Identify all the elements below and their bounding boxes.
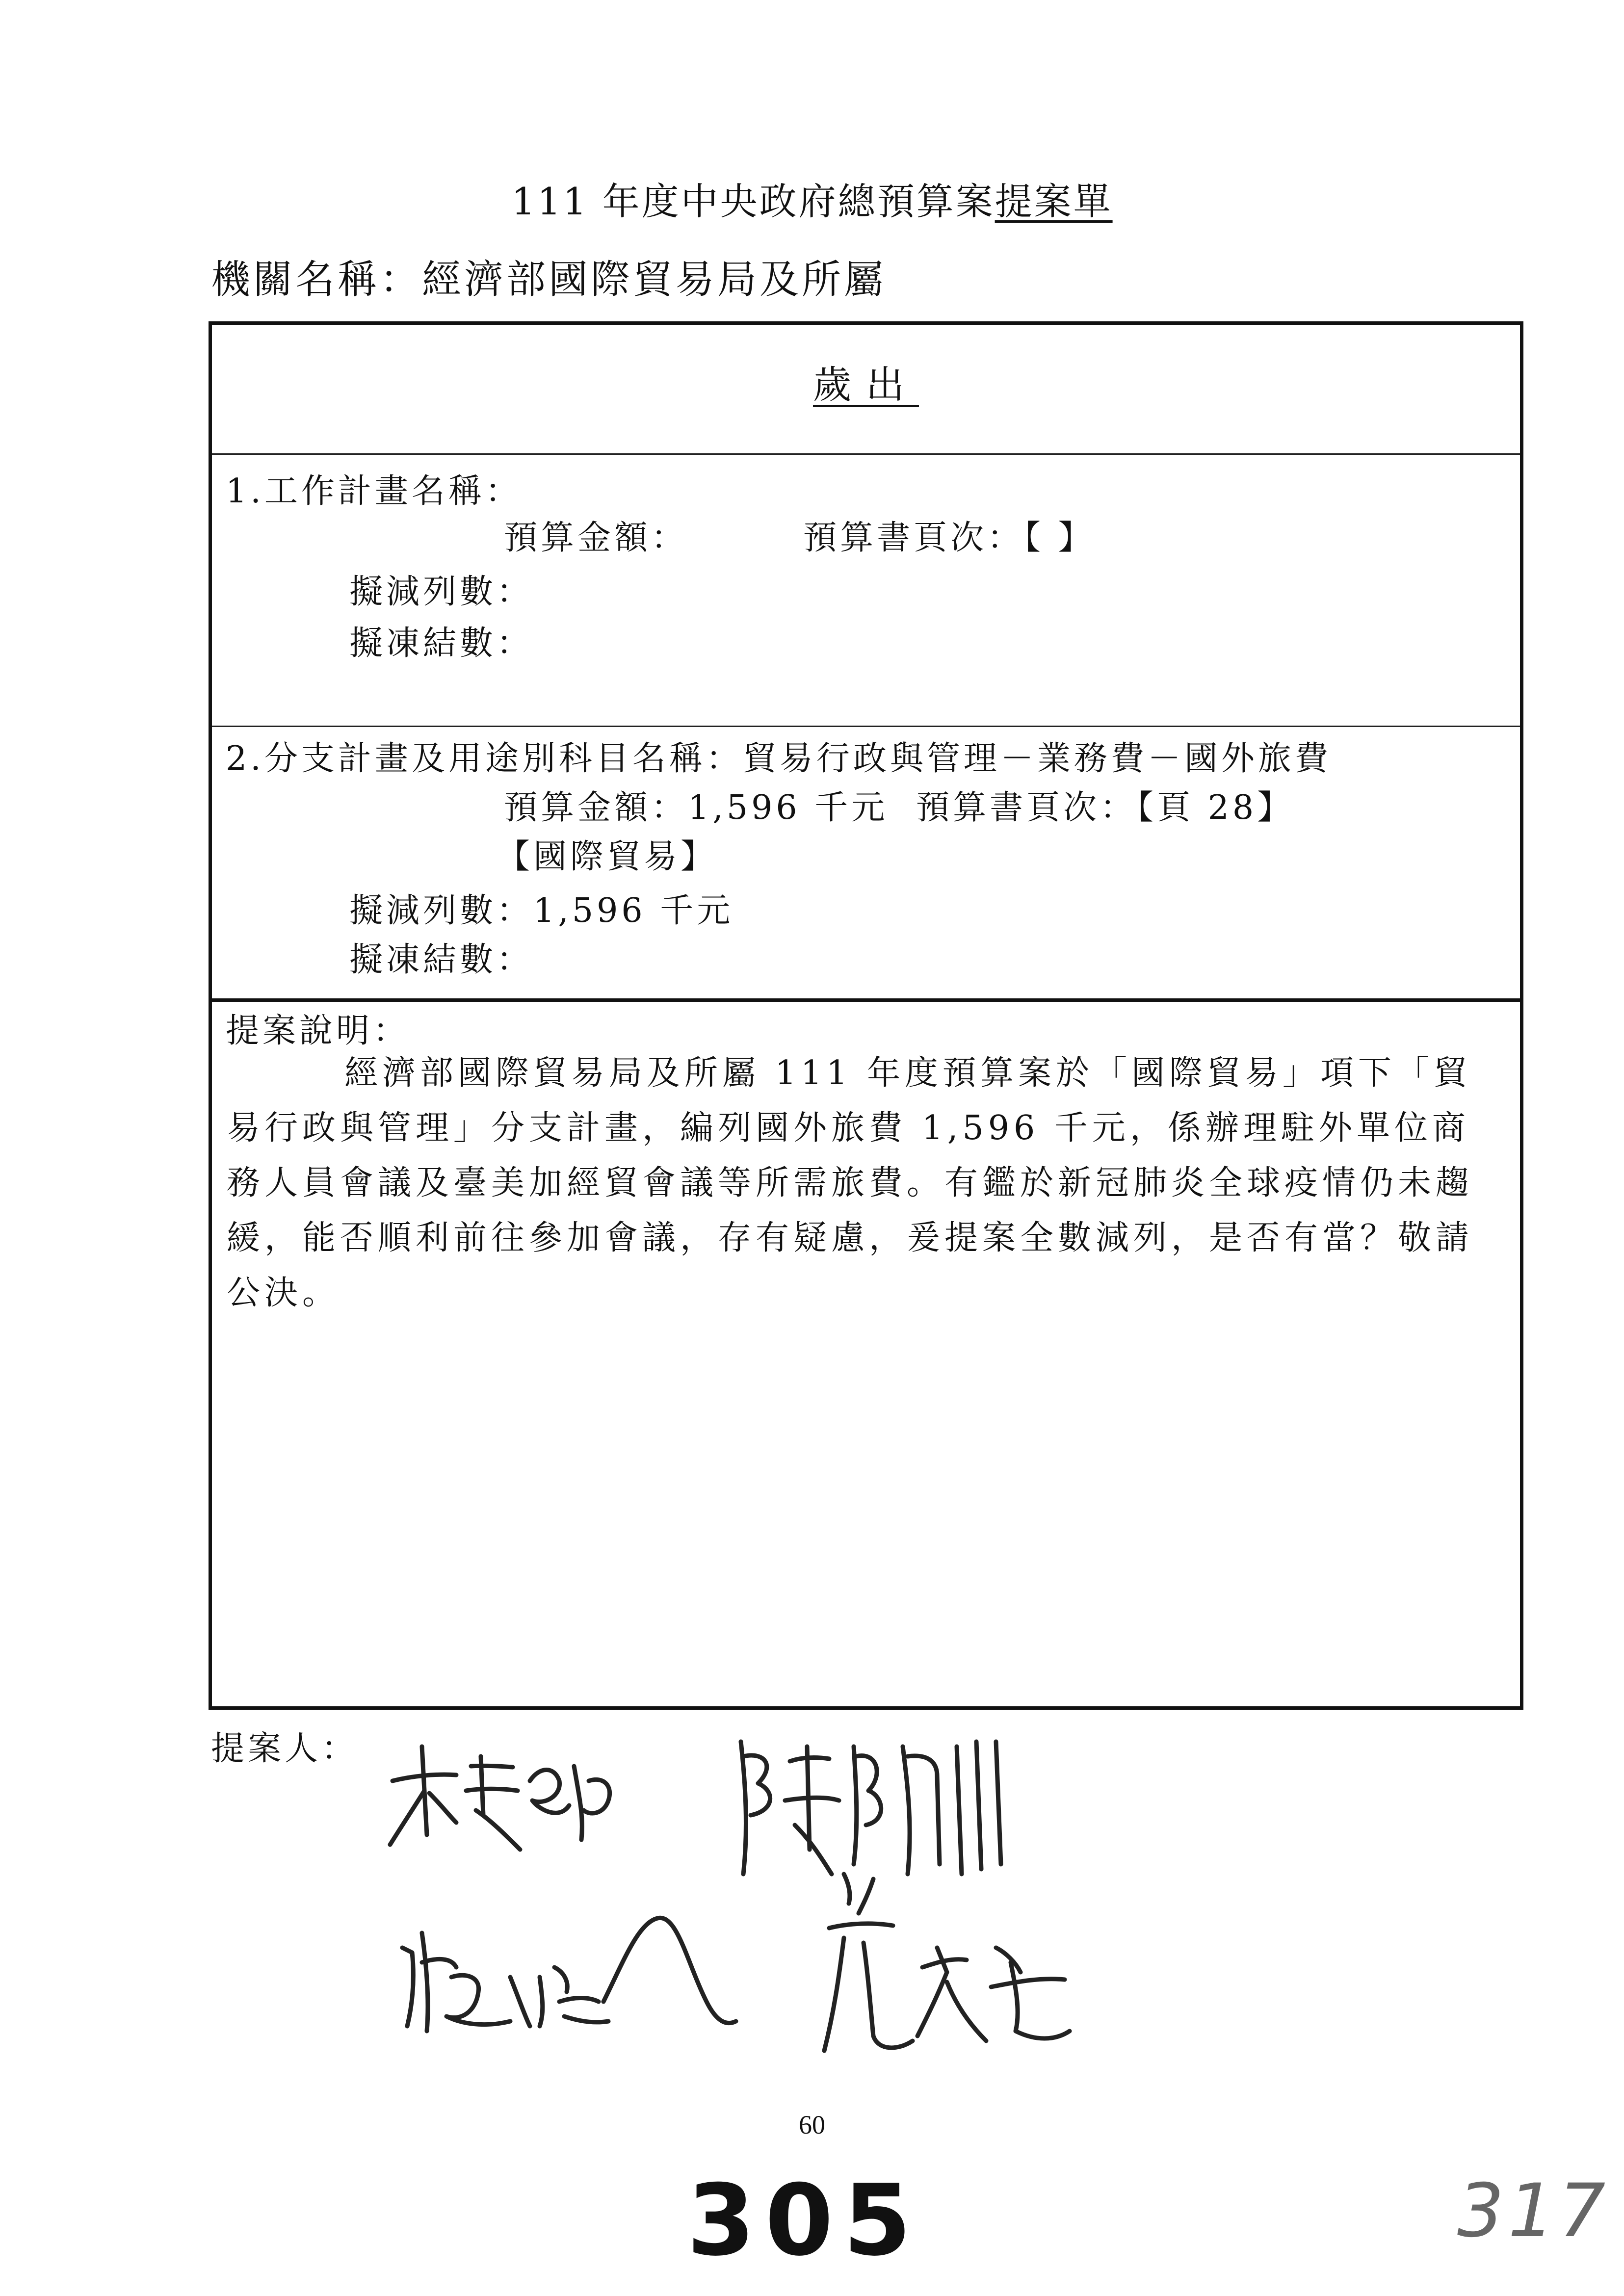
item-1-heading: 1.工作計畫名稱：: [226, 472, 522, 511]
title-underlined: 提案單: [995, 180, 1113, 223]
handwritten-page-number: 305: [687, 2164, 921, 2278]
explanation-heading: 提案說明：: [226, 1012, 410, 1050]
item-2-cut: 擬減列數：1,596 千元: [349, 891, 734, 930]
item-2-freeze: 擬凍結數：: [349, 940, 534, 979]
explanation-section: [212, 1002, 1520, 1708]
item-1-amount: 預算金額：: [504, 519, 688, 557]
item-1-freeze: 擬凍結數：: [349, 624, 534, 663]
item-1-section: [212, 455, 1520, 727]
explanation-body: [227, 1046, 1493, 1321]
handwritten-page-number-2: 317: [1457, 2168, 1610, 2254]
item-2-page-ref: 預算書頁次：【頁 28】: [916, 788, 1294, 827]
section-header-label: 歲出: [812, 363, 919, 407]
signature-1: [383, 1737, 628, 1859]
item-1-page-ref: 預算書頁次：【 】: [803, 519, 1095, 557]
page-number: 60: [799, 2110, 825, 2139]
document-title: [0, 172, 1624, 225]
item-2-heading: 2.分支計畫及用途別科目名稱：貿易行政與管理－業務費－國外旅費: [226, 739, 1332, 778]
title-prefix: 111 年度中央政府總預算案: [511, 180, 995, 223]
agency-name: 機關名稱：經濟部國際貿易局及所屬: [211, 257, 886, 302]
item-2-section: [212, 727, 1520, 1002]
item-1-cut: 擬減列數：: [349, 573, 534, 611]
item-2-amount: 預算金額：1,596 千元: [504, 788, 889, 827]
proposer-label: 提案人：: [211, 1729, 359, 1768]
item-2-program: 【國際貿易】: [497, 837, 718, 876]
signature-4: [790, 1864, 1143, 2070]
explanation-text: 經濟部國際貿易局及所屬 111 年度預算案於「國際貿易」項下「貿易行政與管理」分支計畫，編列國外旅費 1,596 千元，係辦理駐外單位商務人員會議及臺美加經貿會議等所需旅費。有鑑於新冠肺炎全球疫情仍未趨緩，能否順利前往參加會議，存有疑慮，爰提案全數減列，是否有當？敬請公決。: [227, 1054, 1474, 1312]
signature-3: [393, 1904, 746, 2061]
proposal-form: [209, 321, 1523, 1710]
section-header: [212, 325, 1520, 455]
